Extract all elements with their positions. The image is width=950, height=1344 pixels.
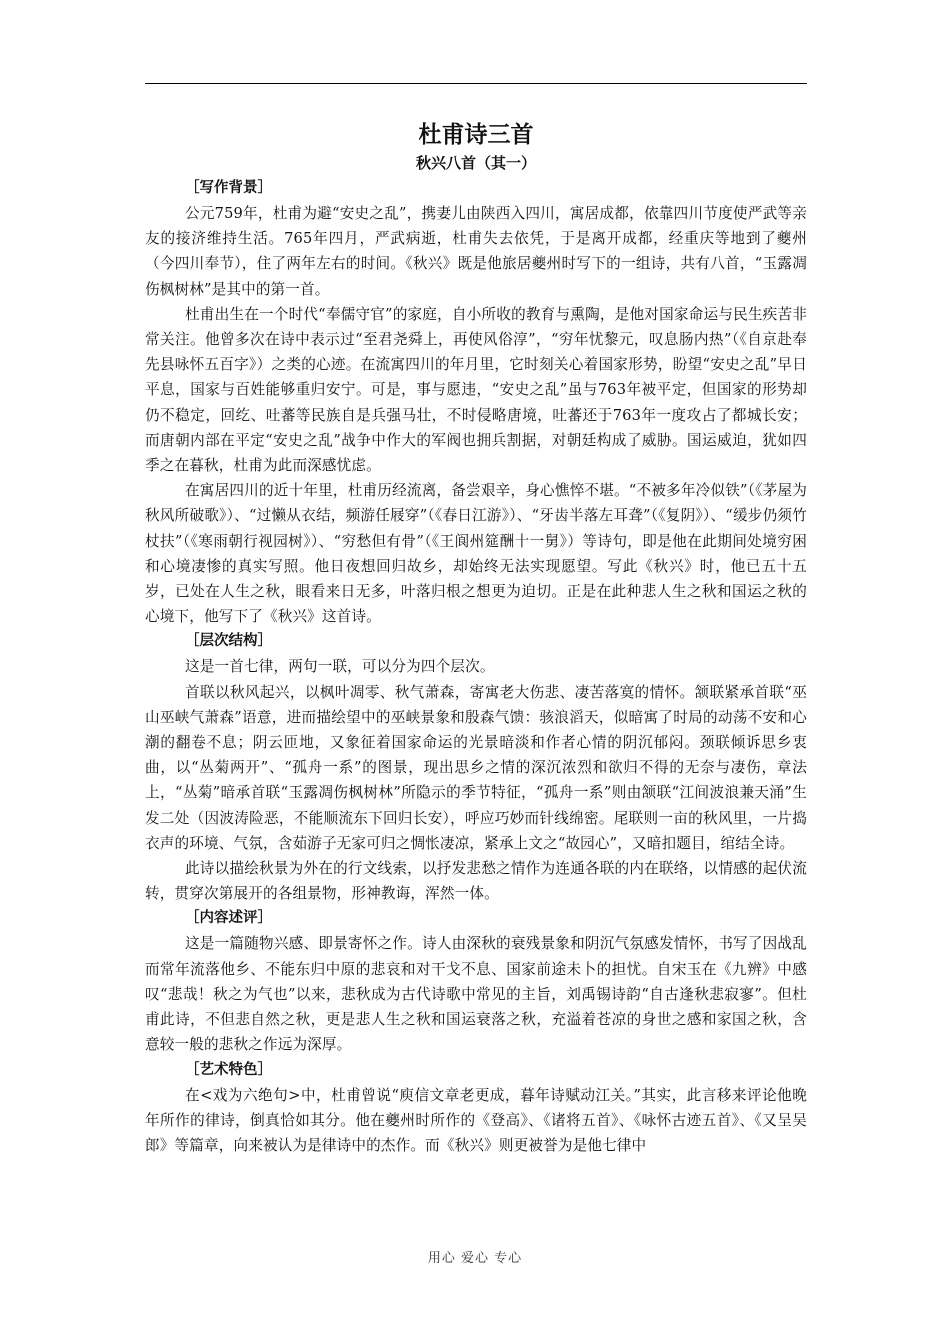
- section-heading: ［写作背景］: [185, 180, 272, 196]
- section-content-review: [145, 906, 807, 1057]
- section-artistic-features: [145, 1058, 807, 1159]
- section-background: [145, 176, 807, 629]
- document-title: 杜甫诗三首: [418, 122, 534, 148]
- paragraph: 这是一首七律，两句一联，可以分为四个层次。: [185, 658, 495, 676]
- paragraph: 首联以秋风起兴，以枫叶凋零、秋气萧森，寄寓老大伤悲、凄苦落寞的情怀。颔联紧承首联“巫山巫峡气萧森”语意，进而描绘望中的巫峡景象和殷森气馈：骇浪滔天，似暗寓了时局的动荡不安和心潮的翻卷不息；阴云匝地，又象征着国家命运的光景暗淡和作者心情的阴沉郁闷。颈联倾诉思乡衷曲，以“丛菊两开”、“孤舟一系”的图景，现出思乡之情的深沉浓烈和欲归不得的无奈与凄伤，章法上，“丛菊”暗承首联“玉露凋伤枫树林”所隐示的季节特征，“孤舟一系”则由颔联“江间波浪兼天涌”生发二处（因波涛险恶，不能顺流东下回归长安），呼应巧妙而针线绵密。尾联则一亩的秋风里，一片捣衣声的环境、气氛，含茹游子无家可归之惆怅凄凉，紧承上文之“故园心”，又暗扣题目，绾结全诗。: [145, 683, 807, 852]
- section-heading: ［艺术特色］: [185, 1061, 272, 1078]
- paragraph: 这是一篇随物兴感、即景寄怀之作。诗人由深秋的衰残景象和阴沉气氛感发情怀，书写了因战乱而常年流落他乡、不能东归中原的悲哀和对干戈不息、国家前途未卜的担忧。自宋玉在《九辨》中感叹“悲哉！秋之为气也”以来，悲秋成为古代诗歌中常见的主旨，刘禹锡诗韵“自古逢秋悲寂寥”。但杜甫此诗，不但悲自然之秋，更是悲人生之秋和国运衰落之秋，充溢着苍凉的身世之感和家国之秋，含意较一般的悲秋之作远为深厚。: [145, 935, 807, 1054]
- paragraph: 在寓居四川的近十年里，杜甫历经流离，备尝艰辛，身心憔悴不堪。“不被多年冷似铁”（《茅屋为秋风所破歌》）、“过懒从衣结，频游任屐穿”（《春日江游》）、“牙齿半落左耳聋”（《复阴》）、“缓步仍须竹杖扶”（《寒雨朝行视园树》）、“穷愁但有骨”（《王阆州筵酬十一舅》）等诗句，即是他在此期间处境穷困和心境凄惨的真实写照。他日夜想回归故乡，却始终无法实现愿望。写此《秋兴》时，他已五十五岁，已处在人生之秋，眼看来日无多，叶落归根之想更为迫切。正是在此种悲人生之秋和国运之秋的心境下，他写下了《秋兴》这首诗。: [145, 482, 807, 626]
- poem-subtitle: 秋兴八首（其一）: [415, 154, 536, 172]
- paragraph: 此诗以描绘秋景为外在的行文线索，以抒发悲愁之情作为连通各联的内在联络，以情感的起伏流转，贯穿次第展开的各组景物，形神教诲，浑然一体。: [145, 860, 807, 903]
- section-heading: ［层次结构］: [185, 633, 272, 650]
- paragraph: 公元759年，杜甫为避“安史之乱”，携妻儿由陕西入四川，寓居成都，依靠四川节度使严武等亲友的接济维持生活。765年四月，严武病逝，杜甫失去依凭，于是离开成都，经重庆等地到了夔州（今四川奉节），住了两年左右的时间。《秋兴》既是他旅居夔州时写下的一组诗，共有八首，“玉露凋伤枫树林”是其中的第一首。: [145, 205, 807, 298]
- header-rule: [145, 83, 807, 84]
- section-heading: ［内容述评］: [185, 910, 272, 927]
- paragraph: 杜甫出生在一个时代“奉儒守官”的家庭，自小所收的教育与熏陶，是他对国家命运与民生疾苦非常关注。他曾多次在诗中表示过“至君尧舜上，再使风俗淳”，“穷年忧黎元，叹息肠内热”（《自京赴奉先县咏怀五百字》）之类的心迹。在流寓四川的年月里，它时刻关心着国家形势，盼望“安史之乱”早日平息，国家与百姓能够重归安宁。可是，事与愿违，“安史之乱”虽与763年被平定，但国家的形势却仍不稳定，回纥、吐蕃等民族自是兵强马壮，不时侵略唐境，吐蕃还于763年一度攻占了都城长安；而唐朝内部在平定“安史之乱”战争中作大的军阀也拥兵割据，对朝廷构成了威胁。国运威迫，犹如四季之在暮秋，杜甫为此而深感忧虑。: [145, 305, 807, 475]
- document-body: [145, 118, 807, 1158]
- page-footer: 用心 爱心 专心: [427, 1251, 523, 1266]
- section-structure: [145, 629, 807, 906]
- paragraph: 在<戏为六绝句>中，杜甫曾说“庾信文章老更成，暮年诗赋动江关。”其实，此言移来评论他晚年所作的律诗，倒真恰如其分。他在夔州时所作的《登高》、《诸将五首》、《咏怀古迹五首》、《又呈吴郎》等篇章，向来被认为是律诗中的杰作。而《秋兴》则更被誉为是他七律中: [145, 1086, 807, 1154]
